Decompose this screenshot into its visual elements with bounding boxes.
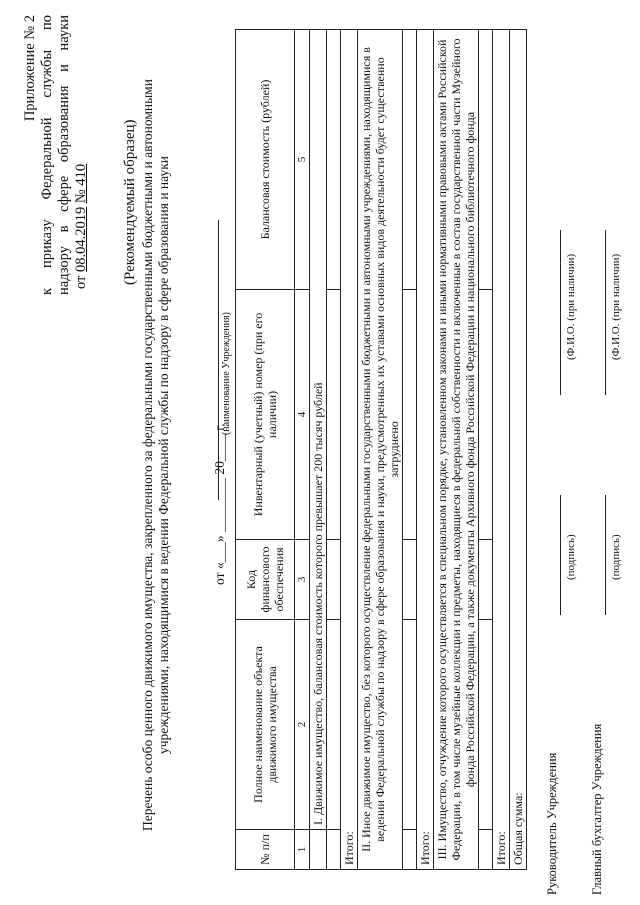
appendix-title: Приложение № 2 <box>22 15 38 122</box>
section-2-title: II. Иное движимое имущество, без которого осуществление федеральными государственными бюджетными и автономными учреждениями, находящимися в ведении Федеральной службы по надзору в сфере образования и науки, предусмотренных их уставами основных видов деятельности будет существенно затруднено <box>358 30 403 870</box>
grand-total-row <box>510 30 527 870</box>
header-number: № п/п <box>236 830 295 870</box>
appendix-header <box>22 15 90 295</box>
accountant-signature-caption: (подпись) <box>610 534 622 580</box>
institution-caption: (наименование Учреждения) <box>221 312 232 435</box>
grand-total-label: Общая сумма: <box>510 30 527 870</box>
assets-table <box>235 29 527 870</box>
header-balance-value: Балансовая стоимость (рублей) <box>236 30 295 290</box>
head-signature-label: Руководитель Учреждения <box>545 752 559 895</box>
head-name-caption: (Ф.И.О. (при наличии) <box>565 253 577 360</box>
section-1-row <box>310 30 327 870</box>
section-2-total-row <box>417 30 434 870</box>
section-1-title: I. Движимое имущество, балансовая стоимость которого превышает 200 тысяч рублей <box>310 30 327 830</box>
accountant-signature-label: Главный бухгалтер Учреждения <box>590 723 604 895</box>
table-row <box>479 30 493 870</box>
table-cell <box>403 620 417 830</box>
table-row <box>327 30 341 870</box>
section-2-row <box>358 30 403 870</box>
table-cell <box>327 30 341 290</box>
section-3-total-row <box>493 30 510 870</box>
column-number: 5 <box>295 30 310 290</box>
section-3-title: III. Имущество, отчуждение которого осуществляется в специальном порядке, установленном законами и иными нормативными правовыми актами Российской Федерации, в том числе музейные коллекции и предметы, находящиеся в федеральной собственности и включенные в состав государственной части Музейного фонда Российской Федерации, а также документы Архивного фонда Российской Федерации и национального библиотечного фонда <box>434 30 479 870</box>
header-funding-code: Код финансового обеспечения <box>236 540 295 620</box>
table-cell <box>479 540 493 620</box>
table-cell <box>403 540 417 620</box>
section-3-row <box>434 30 479 870</box>
table-cell <box>327 540 341 620</box>
section-1-total-row <box>341 30 358 870</box>
accountant-signature-line <box>605 495 606 615</box>
appendix-number: № 410 <box>73 163 89 204</box>
title-date-line: от «___» ________ 20____ г. <box>212 423 227 585</box>
column-numbers-row <box>295 30 310 870</box>
table-cell <box>403 30 417 290</box>
total-label: Итого: <box>493 30 510 870</box>
table-cell <box>327 830 341 870</box>
head-signature-line <box>560 495 561 615</box>
empty-cell <box>310 830 327 870</box>
table-cell <box>479 30 493 290</box>
title-line-2: учреждениями, находящимися в ведении Федеральной службы по надзору в сфере образования и науки <box>156 156 171 755</box>
appendix-order-line: к приказу Федеральной службы по <box>39 15 55 295</box>
table-cell <box>327 290 341 540</box>
document-title <box>140 25 172 885</box>
header-inventory-number: Инвентарный (учетный) номер (при его наличии) <box>236 290 295 540</box>
head-signature-caption: (подпись) <box>565 534 577 580</box>
appendix-date-line <box>73 15 90 295</box>
header-name: Полное наименование объекта движимого имущества <box>236 620 295 830</box>
column-number: 3 <box>295 540 310 620</box>
appendix-date-prefix: от <box>73 275 89 289</box>
recommended-sample-label: (Рекомендуемый образец) <box>122 119 138 285</box>
table-row <box>403 30 417 870</box>
total-label: Итого: <box>341 30 358 870</box>
table-cell <box>327 620 341 830</box>
appendix-agency-line: надзору в сфере образования и науки <box>56 15 72 295</box>
appendix-date: 08.04.2019 <box>73 206 89 272</box>
title-line-1: Перечень особо ценного движимого имущества, закрепленного за федеральными государственными бюджетными и автономными <box>140 79 155 831</box>
table-cell <box>479 620 493 830</box>
table-cell <box>479 290 493 540</box>
table-cell <box>479 830 493 870</box>
total-label: Итого: <box>417 30 434 870</box>
table-cell <box>403 830 417 870</box>
column-number: 1 <box>295 830 310 870</box>
table-cell <box>403 290 417 540</box>
table-header-row <box>236 30 295 870</box>
head-name-line <box>560 230 561 395</box>
column-number: 4 <box>295 290 310 540</box>
accountant-name-caption: (Ф.И.О. (при наличии) <box>610 253 622 360</box>
accountant-name-line <box>605 230 606 395</box>
column-number: 2 <box>295 620 310 830</box>
